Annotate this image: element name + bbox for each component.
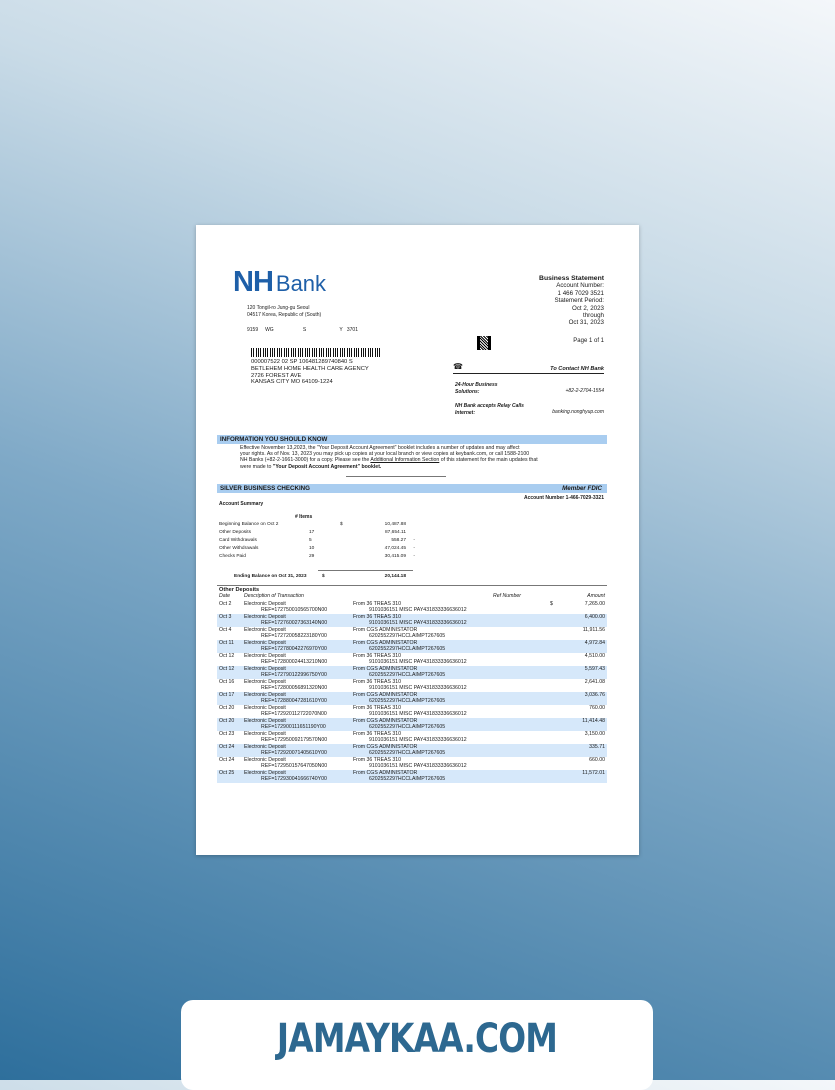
period-through: through — [583, 312, 604, 320]
deposit-ref: REF=172920112722070N00 — [261, 711, 327, 717]
info-heading: INFORMATION YOU SHOULD KNOW — [217, 435, 607, 444]
deposit-ref: REF=172750010565700N00 — [261, 607, 328, 613]
summary-label: Other Deposits — [219, 530, 251, 535]
deposit-row — [217, 731, 607, 744]
summary-label: Other Withdrawals — [219, 546, 259, 551]
business-phone: +82-2-2704-1554 — [565, 388, 604, 394]
statement-title: Business Statement — [539, 275, 604, 282]
deposit-detail: 9101036151 MISC PAY431833336636012 — [369, 659, 467, 665]
deposit-date: Oct 17 — [219, 692, 235, 698]
deposit-row — [217, 679, 607, 692]
deposit-amount: 7,265.00 — [584, 601, 605, 607]
ending-balance-row — [219, 574, 419, 581]
bank-address-line2: 04517 Korea, Republic of (South) — [247, 311, 322, 318]
deposit-type: Electronic Deposit — [244, 627, 286, 633]
deposit-ref: REF=172800024413210N00 — [261, 659, 328, 665]
summary-dollar: $ — [340, 522, 343, 527]
deposit-row — [217, 705, 607, 718]
bank-address-line1: 120 Tongil-ro Jung-gu Seoul — [247, 305, 310, 311]
deposit-ref: REF=172800056891320N00 — [261, 685, 328, 691]
statement-header — [484, 275, 604, 327]
deposit-amount: 6,400.00 — [584, 614, 605, 620]
customer-line3: 2726 FOREST AVE — [251, 372, 302, 379]
deposits-header-row — [217, 593, 607, 600]
deposit-ref: REF=172790122996750Y00 — [261, 672, 327, 678]
checking-account-number: Account Number 1-466-7029-3321 — [523, 495, 604, 501]
ending-amount: 20,144.18 — [384, 574, 406, 579]
deposit-type: Electronic Deposit — [244, 718, 286, 724]
deposit-from: From 36 TREAS 310 — [353, 653, 402, 659]
additional-info-link[interactable]: Additional Information Section — [370, 457, 440, 464]
deposit-from: From CGS ADMINISTATOR — [353, 666, 418, 672]
deposit-from: From CGS ADMINISTATOR — [353, 770, 418, 776]
deposit-from: From CGS ADMINISTATOR — [353, 692, 418, 698]
deposit-amount: 3,036.76 — [584, 692, 605, 698]
deposit-detail: 9101036151 MISC PAY431833336636012 — [369, 607, 467, 613]
deposit-ref: REF=172900111651190Y00 — [261, 724, 326, 730]
deposit-row — [217, 692, 607, 705]
qr-code-icon — [477, 336, 491, 350]
member-fdic: Member FDIC — [562, 485, 602, 492]
deposit-type: Electronic Deposit — [244, 614, 286, 620]
summary-items: 10 — [309, 546, 315, 551]
deposit-type: Electronic Deposit — [244, 640, 286, 646]
deposit-ref: REF=172880047281610Y00 — [261, 698, 327, 704]
deposit-detail: 6202552297HCCLAIMPT267605 — [369, 750, 446, 756]
deposit-row — [217, 666, 607, 679]
deposit-detail: 6202552297HCCLAIMPT267605 — [369, 724, 446, 730]
col-description: Description of Transaction — [244, 593, 304, 599]
mail-barcode — [251, 348, 381, 357]
summary-items: 17 — [309, 530, 315, 535]
info-line3-b: of this statement for the main updates that — [439, 457, 538, 464]
deposit-amount: 335.71 — [589, 744, 605, 750]
deposit-date: Oct 2 — [219, 601, 232, 607]
deposit-amount: 760.00 — [589, 705, 605, 711]
deposit-from: From 36 TREAS 310 — [353, 601, 402, 607]
deposit-row — [217, 718, 607, 731]
deposit-type: Electronic Deposit — [244, 744, 286, 750]
deposit-type: Electronic Deposit — [244, 731, 286, 737]
deposit-date: Oct 20 — [219, 705, 235, 711]
customer-line2: BETLEHEM HOME HEALTH CARE AGENCY — [251, 365, 369, 372]
deposits-heading: Other Deposits — [219, 587, 260, 593]
summary-amount: 87,654.11 — [385, 530, 406, 535]
deposit-ref: REF=172950092179570N00 — [261, 737, 328, 743]
deposit-from: From 36 TREAS 310 — [353, 614, 402, 620]
info-line1: Effective November 13,2023, the "Your Deposit Account Agreement" booklet includes a number of updates and may affect — [240, 445, 520, 451]
relay-label-line2: Internet: — [455, 409, 475, 416]
summary-items: 5 — [309, 538, 312, 543]
ending-label: Ending Balance on Oct 31, 2023 — [234, 574, 307, 579]
page-number: Page 1 of 1 — [573, 338, 604, 344]
contact-divider — [453, 373, 604, 374]
code-line: 9159 WG S Y 3701 — [247, 327, 358, 333]
summary-amount: 30,415.09 — [384, 554, 406, 559]
deposit-row — [217, 757, 607, 770]
business-label-line2: Solutions: — [455, 388, 480, 395]
summary-sign: - — [413, 546, 415, 551]
deposit-from: From CGS ADMINISTATOR — [353, 640, 418, 646]
col-ref: Ref Number — [493, 593, 521, 599]
summary-sign: - — [413, 554, 415, 559]
info-line4-b: "Your Deposit Account Agreement" booklet. — [272, 463, 382, 470]
deposit-row — [217, 770, 607, 783]
deposit-type: Electronic Deposit — [244, 757, 286, 763]
deposit-date: Oct 3 — [219, 614, 232, 620]
col-date: Date — [219, 593, 230, 599]
bank-statement-page — [196, 225, 639, 855]
deposit-type: Electronic Deposit — [244, 692, 286, 698]
deposit-detail: 6202552297HCCLAIMPT267605 — [369, 698, 446, 704]
footer-box — [181, 1000, 653, 1090]
deposit-dollar: $ — [550, 601, 553, 607]
summary-row — [219, 546, 419, 553]
deposit-date: Oct 12 — [219, 653, 235, 659]
deposit-amount: 11,911.56 — [582, 627, 605, 633]
summary-row — [219, 554, 419, 561]
deposit-amount: 3,150.00 — [584, 731, 605, 737]
internet-address: banking.nonghyup.com — [552, 409, 604, 415]
deposit-row — [217, 601, 607, 614]
deposit-amount: 2,641.08 — [584, 679, 605, 685]
deposit-date: Oct 4 — [219, 627, 232, 633]
account-label: Account Number: — [556, 282, 604, 290]
deposit-detail: 9101036151 MISC PAY431833336636012 — [369, 620, 467, 626]
logo-bank: Bank — [275, 271, 327, 296]
bank-address — [247, 305, 321, 318]
relay-label — [455, 403, 524, 416]
deposit-amount: 660.00 — [589, 757, 605, 763]
deposit-row — [217, 640, 607, 653]
deposit-from: From 36 TREAS 310 — [353, 705, 402, 711]
deposit-amount: 4,510.00 — [584, 653, 605, 659]
deposit-ref: REF=172720058223180Y00 — [261, 633, 327, 639]
deposit-date: Oct 16 — [219, 679, 235, 685]
deposit-from: From 36 TREAS 310 — [353, 679, 402, 685]
summary-label: Card Withdrawals — [219, 538, 257, 543]
deposit-row — [217, 653, 607, 666]
telephone-icon: ☎ — [453, 362, 463, 371]
deposit-from: From CGS ADMINISTATOR — [353, 718, 418, 724]
deposit-type: Electronic Deposit — [244, 679, 286, 685]
items-header: # Items — [295, 514, 313, 520]
deposit-detail: 9101036151 MISC PAY431833336636012 — [369, 711, 467, 717]
deposit-date: Oct 20 — [219, 718, 235, 724]
customer-address — [251, 359, 369, 386]
deposit-date: Oct 12 — [219, 666, 235, 672]
deposit-ref: REF=172950157647050N00 — [261, 763, 328, 769]
customer-line1: 000007522 02 SP 106481289740840 S — [251, 359, 353, 365]
summary-amount: 47,024.45 — [384, 546, 406, 551]
info-body — [240, 445, 610, 470]
deposit-detail: 9101036151 MISC PAY431833336636012 — [369, 737, 467, 743]
summary-amount: 558.27 — [391, 538, 406, 543]
relay-label-line1: NH Bank accepts Relay Calls — [455, 403, 524, 409]
deposit-date: Oct 24 — [219, 744, 235, 750]
customer-line4: KANSAS CITY MO 64109-1224 — [251, 379, 333, 386]
deposit-detail: 6202552297HCCLAIMPT267605 — [369, 633, 446, 639]
deposit-detail: 6202552297HCCLAIMPT267605 — [369, 776, 446, 782]
footer-site: JAMAYKAA.COM — [276, 1016, 558, 1062]
deposit-amount: 11,572.01 — [582, 770, 605, 776]
deposit-type: Electronic Deposit — [244, 601, 286, 607]
deposit-detail: 9101036151 MISC PAY431833336636012 — [369, 685, 467, 691]
summary-divider — [318, 570, 413, 571]
deposit-ref: REF=172780042276970Y00 — [261, 646, 327, 652]
account-summary-label: Account Summary — [219, 501, 264, 507]
summary-label: Beginning Balance on Oct 2 — [219, 522, 279, 527]
deposit-from: From 36 TREAS 310 — [353, 731, 402, 737]
deposit-ref: REF=172930041666740Y00 — [261, 776, 327, 782]
logo-nh: NH — [233, 266, 273, 298]
deposit-ref: REF=172920071405610Y00 — [261, 750, 327, 756]
info-line3-a: NH Banks (+82-2-1661-3000) for a copy. Please see the — [240, 457, 371, 464]
deposit-from: From 36 TREAS 310 — [353, 757, 402, 763]
deposit-date: Oct 24 — [219, 757, 235, 763]
contact-title: To Contact NH Bank — [550, 366, 604, 372]
summary-row — [219, 522, 419, 529]
deposit-amount: 5,597.43 — [584, 666, 605, 672]
info-line4-a: were made to — [240, 463, 273, 470]
bank-logo — [233, 266, 326, 299]
info-separator — [346, 476, 446, 477]
business-label — [455, 382, 498, 395]
deposits-divider — [217, 585, 607, 586]
deposit-row — [217, 744, 607, 757]
period-end: Oct 31, 2023 — [568, 319, 604, 327]
deposit-detail: 9101036151 MISC PAY431833336636012 — [369, 763, 467, 769]
summary-amount: 10,487.88 — [384, 522, 406, 527]
deposit-ref: REF=172760027363140N00 — [261, 620, 328, 626]
deposit-date: Oct 11 — [219, 640, 234, 646]
deposit-amount: 11,414.48 — [582, 718, 605, 724]
info-line2: your rights. As of Nov. 13, 2023 you may pick up copies at your local branch or view copies at keybank.com, or call 1588-2100 — [240, 451, 530, 458]
deposit-from: From CGS ADMINISTATOR — [353, 627, 418, 633]
deposit-detail: 6202552297HCCLAIMPT267605 — [369, 672, 446, 678]
summary-row — [219, 538, 419, 545]
col-amount: Amount — [587, 593, 605, 599]
deposit-type: Electronic Deposit — [244, 770, 286, 776]
deposit-row — [217, 627, 607, 640]
info-line4 — [240, 464, 610, 470]
period-label: Statement Period: — [554, 297, 604, 305]
business-label-line1: 24-Hour Business — [455, 382, 498, 388]
deposit-amount: 4,972.84 — [584, 640, 605, 646]
deposit-date: Oct 25 — [219, 770, 235, 776]
period-start: Oct 2, 2023 — [572, 304, 604, 312]
summary-row — [219, 530, 419, 537]
summary-items: 29 — [309, 554, 315, 559]
deposit-row — [217, 614, 607, 627]
checking-heading: SILVER BUSINESS CHECKING — [220, 485, 310, 492]
ending-dollar: $ — [322, 574, 325, 579]
deposit-from: From CGS ADMINISTATOR — [353, 744, 418, 750]
deposit-detail: 6202552297HCCLAIMPT267605 — [369, 646, 446, 652]
account-number: 1 466 7029 3521 — [557, 289, 604, 297]
summary-sign: - — [413, 538, 415, 543]
deposit-type: Electronic Deposit — [244, 705, 286, 711]
summary-label: Checks Paid — [219, 554, 246, 559]
deposit-type: Electronic Deposit — [244, 653, 286, 659]
checking-heading-band — [217, 484, 607, 493]
deposit-type: Electronic Deposit — [244, 666, 286, 672]
deposit-date: Oct 23 — [219, 731, 235, 737]
